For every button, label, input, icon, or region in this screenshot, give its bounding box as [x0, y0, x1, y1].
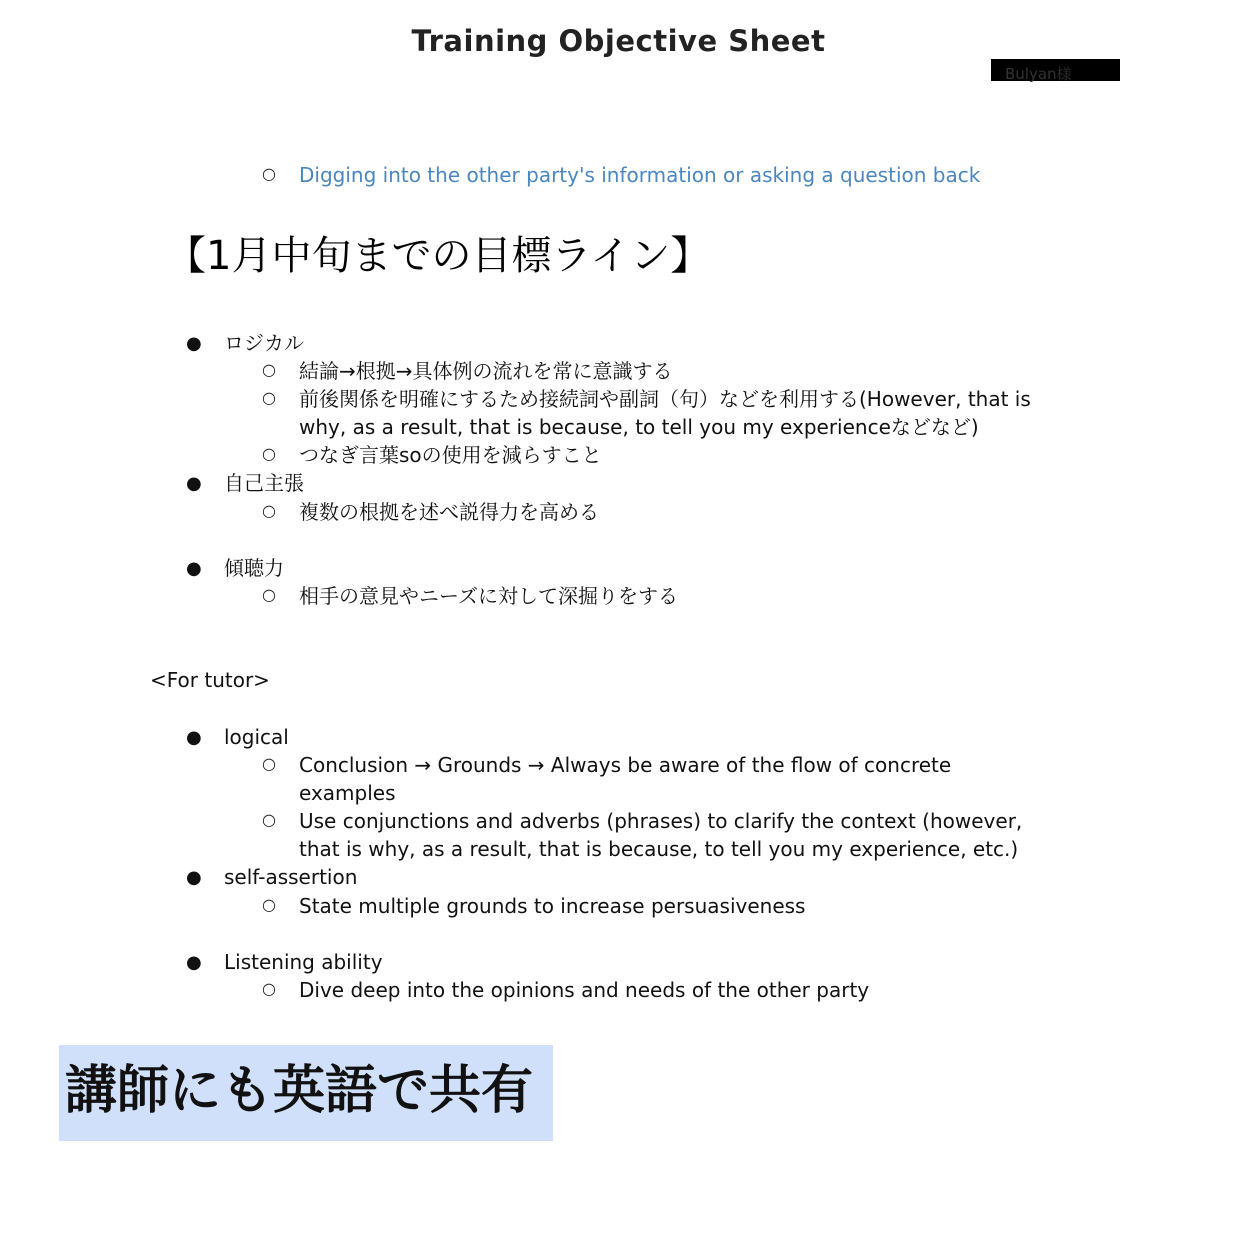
en-assertion-sub1: State multiple grounds to increase persuasiveness [299, 894, 806, 918]
circle-marker: ○ [262, 895, 276, 914]
jp-item-assertion: 自己主張 [224, 471, 304, 495]
en-item-listening: Listening ability [224, 950, 383, 974]
redacted-name: Bulyan様 [1005, 65, 1072, 83]
jp-section-heading: 【1月中旬までの目標ライン】 [166, 233, 711, 279]
en-logical-sub2-line2: that is why, as a result, that is because, to tell you my experience, etc.) [299, 837, 1019, 861]
share-banner-text: 講師にも英語で共有 [65, 1061, 534, 1121]
jp-logical-sub2-line2: why, as a result, that is because, to tell you my experienceなどなど) [299, 415, 979, 439]
bullet-marker: ● [186, 952, 202, 973]
circle-marker: ○ [262, 754, 276, 773]
circle-marker: ○ [262, 388, 276, 407]
en-item-logical: logical [224, 725, 289, 749]
tutor-label: <For tutor> [150, 668, 270, 692]
jp-logical-sub3: つなぎ言葉soの使用を減らすこと [299, 443, 602, 467]
en-logical-sub1-line1: Conclusion → Grounds → Always be aware of the flow of concrete [299, 753, 952, 777]
jp-logical-sub1: 結論→根拠→具体例の流れを常に意識する [299, 359, 673, 383]
circle-marker: ○ [262, 360, 276, 379]
redacted-name-box [991, 59, 1120, 81]
jp-item-listening: 傾聴力 [224, 556, 284, 580]
circle-marker: ○ [262, 585, 276, 604]
circle-marker: ○ [262, 444, 276, 463]
bullet-marker: ● [186, 473, 202, 494]
jp-logical-sub2-line1: 前後関係を明確にするため接続詞や副詞（句）などを利用する(However, that is [299, 387, 1031, 411]
jp-item-logical: ロジカル [224, 331, 304, 355]
en-item-assertion: self-assertion [224, 865, 358, 889]
circle-marker: ○ [262, 979, 276, 998]
share-banner [59, 1045, 553, 1141]
circle-marker: ○ [262, 164, 276, 183]
bullet-marker: ● [186, 727, 202, 748]
page-title: Training Objective Sheet [411, 24, 826, 58]
bullet-marker: ● [186, 558, 202, 579]
jp-listening-sub1: 相手の意見やニーズに対して深掘りをする [299, 584, 678, 608]
circle-marker: ○ [262, 810, 276, 829]
en-listening-sub1: Dive deep into the opinions and needs of the other party [299, 978, 870, 1002]
bullet-marker: ● [186, 867, 202, 888]
bullet-marker: ● [186, 333, 202, 354]
en-logical-sub1-line2: examples [299, 781, 396, 805]
circle-marker: ○ [262, 501, 276, 520]
en-logical-sub2-line1: Use conjunctions and adverbs (phrases) to clarify the context (however, [299, 809, 1023, 833]
jp-assertion-sub1: 複数の根拠を述べ説得力を高める [299, 500, 599, 524]
top-list-item: Digging into the other party's information or asking a question back [299, 163, 981, 187]
